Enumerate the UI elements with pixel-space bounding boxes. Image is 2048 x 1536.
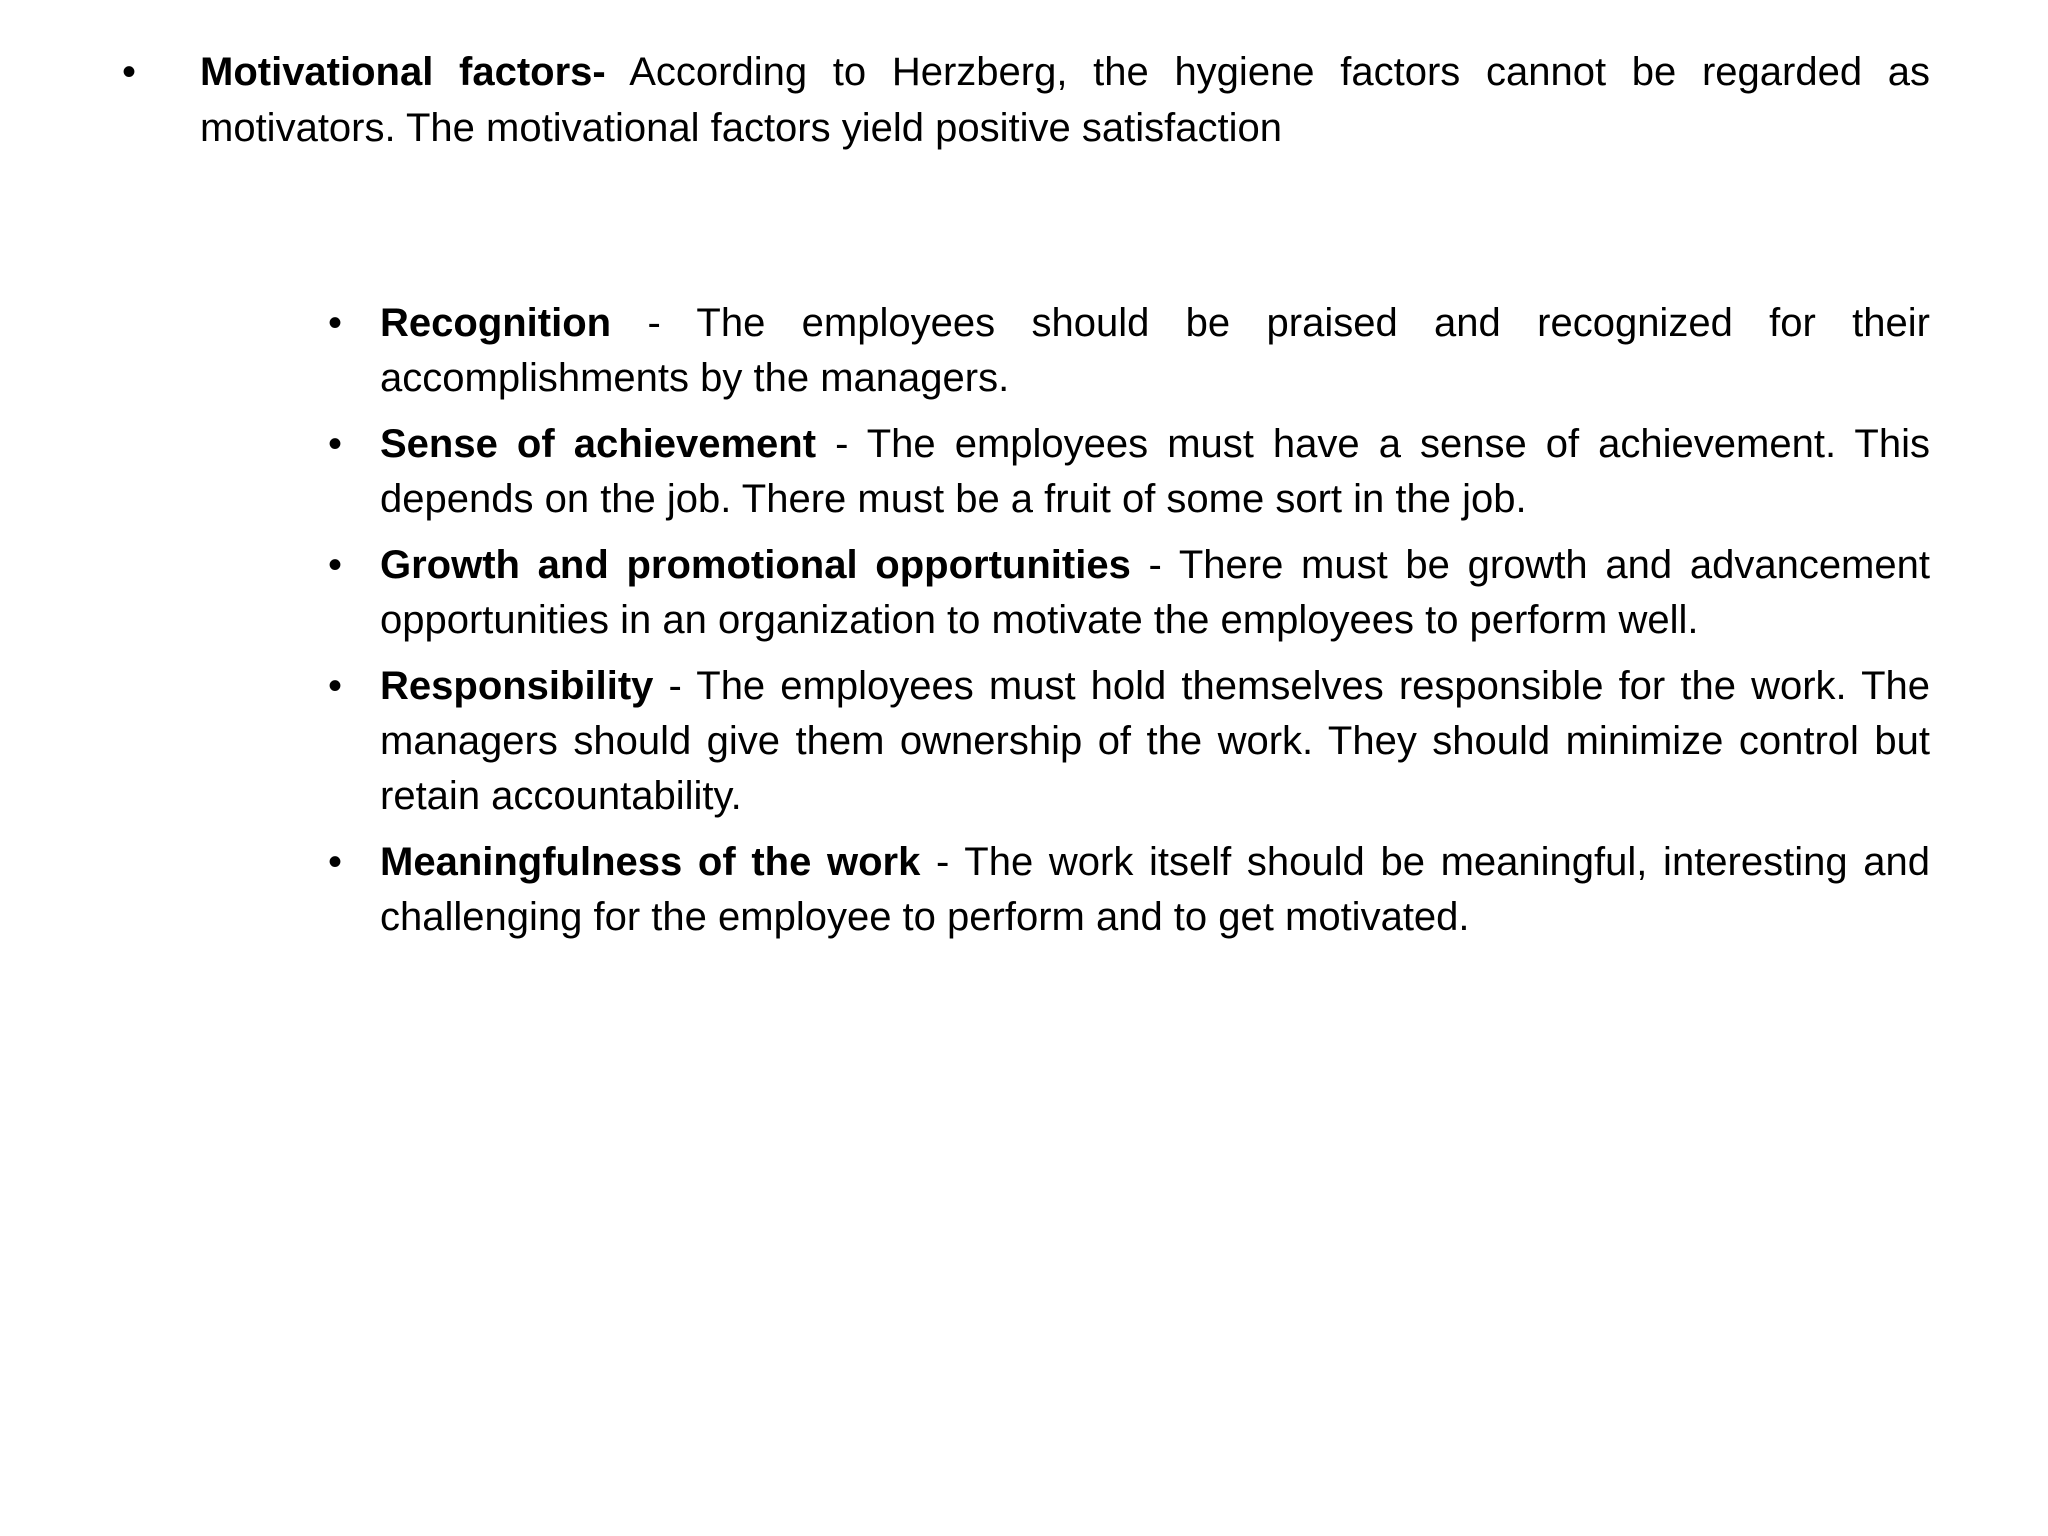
sub-point-text: - The work itself should be meaningful, interesting and challenging for the employee to perform and to get motivated.: [380, 840, 1931, 939]
sub-point-growth-opportunities: [320, 538, 1930, 648]
main-point-term: Motivational factors-: [200, 50, 606, 94]
sub-point-text: - The employees must have a sense of achievement. This depends on the job. There must be a fruit of some sort in the job.: [380, 422, 1930, 521]
sub-points-list: [320, 296, 1930, 956]
sub-point-recognition: [320, 296, 1930, 406]
main-point-text: According to Herzberg, the hygiene factors cannot be regarded as motivators. The motivational factors yield positive satisfaction: [200, 50, 1930, 150]
sub-point-sense-of-achievement: [320, 417, 1930, 527]
bullet-icon: •: [328, 840, 343, 884]
sub-point-term: Growth and promotional opportunities: [380, 543, 1131, 587]
bullet-icon: •: [328, 664, 343, 708]
sub-point-text: - The employees must hold themselves responsible for the work. The managers should give them ownership of the work. They should minimize control but retain accountability.: [380, 664, 1931, 818]
sub-point-text: - There must be growth and advancement opportunities in an organization to motivate the employees to perform well.: [380, 543, 1930, 642]
sub-point-term: Meaningfulness of the work: [380, 840, 921, 884]
sub-point-term: Sense of achievement: [380, 422, 817, 466]
sub-point-responsibility: [320, 659, 1930, 824]
bullet-icon: •: [328, 301, 343, 345]
main-point: [200, 44, 1930, 156]
sub-point-term: Recognition: [380, 301, 612, 345]
sub-point-meaningfulness: [320, 835, 1930, 945]
bullet-icon: •: [328, 422, 343, 466]
main-bullet: •: [122, 50, 137, 94]
sub-point-text: - The employees should be praised and recognized for their accomplishments by the managers.: [380, 301, 1930, 400]
bullet-icon: •: [328, 543, 343, 587]
sub-point-term: Responsibility: [380, 664, 654, 708]
